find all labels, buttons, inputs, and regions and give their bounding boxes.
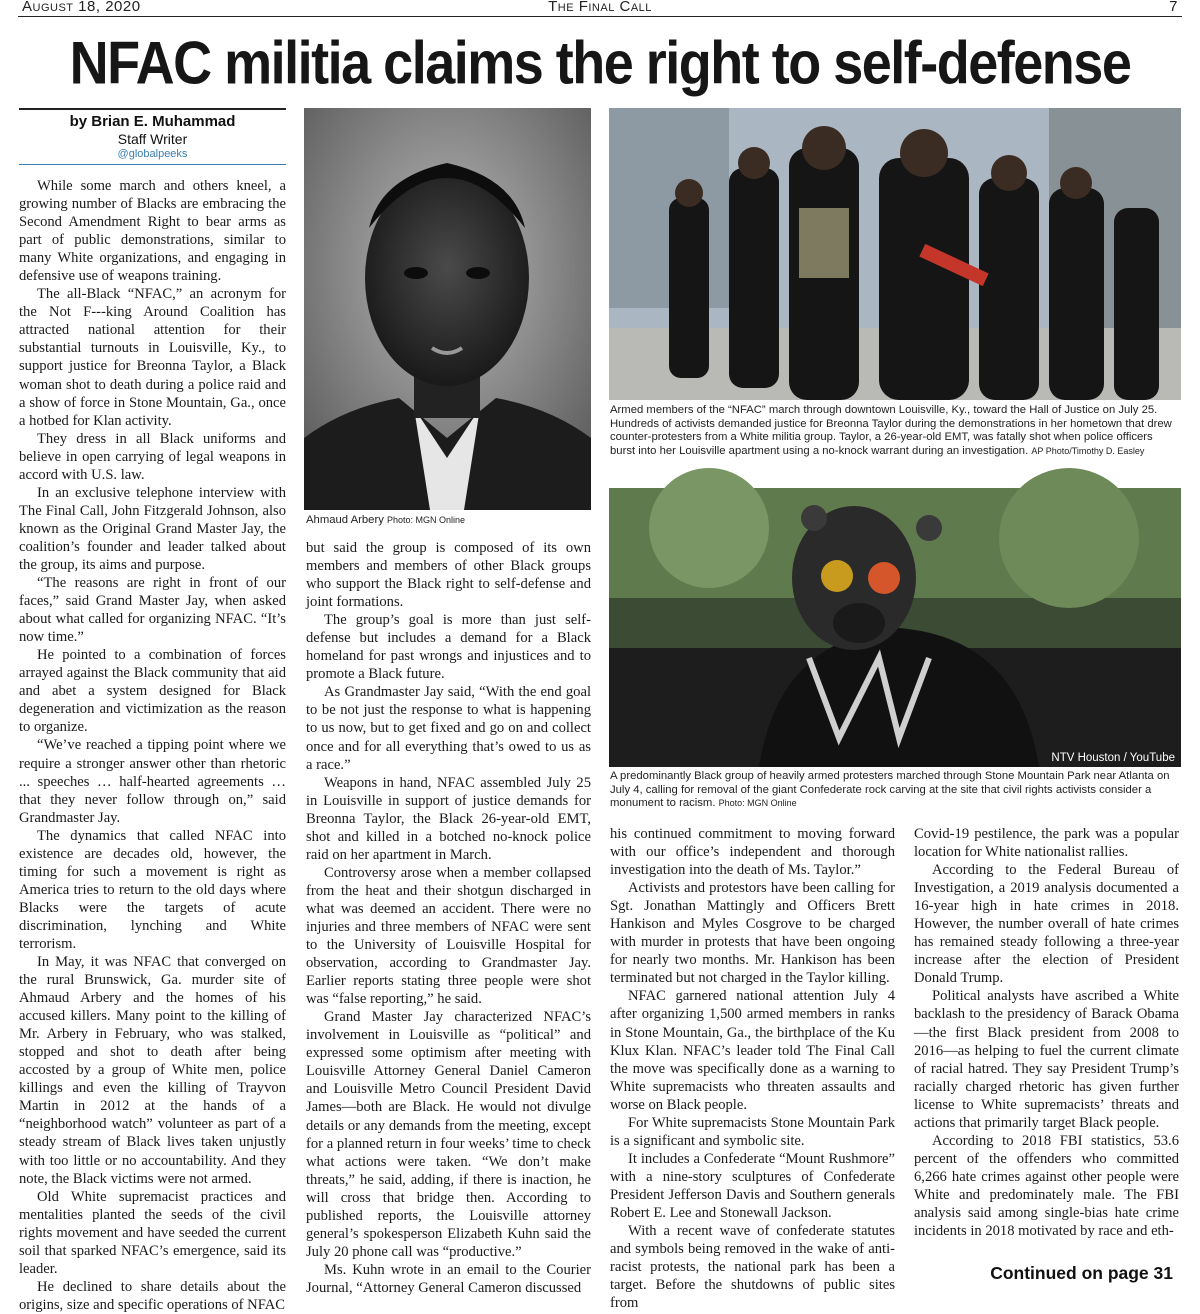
byline-title: Staff Writer (117, 131, 188, 147)
article-paragraph: In an exclusive telephone interview with The Final Call, John Fitzgerald Johnson, also known as the Original Grand Master Jay, the coalition’s founder and leader talked about the group, its aims and purpose. (19, 484, 286, 573)
louisville-march-illustration (609, 108, 1181, 400)
article-paragraph: Activists and protestors have been calling for Sgt. Jonathan Mattingly and Officers Brett Hankison and Myles Cosgrove to be charged with murder in protests that have been ongoing for nearly two months. Mr. Hankison has been terminated but not charged in the Taylor killing. (610, 880, 895, 987)
article-paragraph: “The reasons are right in front of our faces,” said Grand Master Jay, when asked about what called for organizing NFAC. “It’s now time.” (19, 575, 286, 646)
article-paragraph: his continued commitment to moving forward with our office’s independent and thorough investigation into the death of Ms. Taylor.” (610, 826, 895, 879)
article-paragraph: Covid-19 pestilence, the park was a popular location for White nationalist rallies. (914, 826, 1179, 861)
youtube-watermark: NTV Houston / YouTube (1051, 752, 1175, 764)
article-column-2 (306, 539, 591, 1295)
article-paragraph: While some march and others kneel, a growing number of Blacks are embracing the Second Amendment Right to bear arms as part of public demonstrations, similar to many White organizations, and engaging in defensive use of weapons training. (19, 178, 286, 285)
stone-mountain-caption (610, 770, 1180, 811)
article-paragraph: In May, it was NFAC that converged on the rural Brunswick, Ga. murder site of Ahmaud Arbery and the homes of his accused killers. Many point to the killing of Mr. Arbery in February, who was stalked, stopped and shot to death after being accosted by a group of White men, police killings and even the killing of Trayvon Martin in 2012 at the hands of a “neighborhood watch” volunteer as part of a steady stream of Black lives taken unjustly with too little or no accountability. And they note, the Black victims were not armed. (19, 954, 286, 1187)
louisville-march-photo (609, 108, 1181, 400)
arbery-caption-text: Ahmaud Arbery (306, 514, 384, 526)
louisville-caption (610, 404, 1180, 458)
article-paragraph: The dynamics that called NFAC into existence are decades old, however, the timing for such a movement is right as America tries to return to the old days where Blacks were the targets of acute discrimination, lynching and White terrorism. (19, 827, 286, 952)
article-paragraph: According to 2018 FBI statistics, 53.6 percent of the offenders who committed 6,266 hate crimes against other people were White and predominately male. The FBI analysis said among single-bias hate crime incidents in 2018 motivated by race and eth- (914, 1132, 1179, 1240)
stone-mountain-photo (609, 488, 1181, 767)
article-paragraph: Weapons in hand, NFAC assembled July 25 in Louisville in support of justice demands for Breonna Taylor, the Black 26-year-old EMT, shot and killed in a botched no-knock police raid on her apartment in March. (306, 774, 591, 863)
article-paragraph: Grand Master Jay characterized NFAC’s involvement in Louisville as “political” and expressed some optimism after meeting with Louisville Attorney General Daniel Cameron and Louisville Metro Council President David James—both are Black. He would not divulge details or any demands from the meeting, except for a planned return in four weeks’ time to check what actions were taken. “We don’t make threats,” he said, adding, if there is inaction, he will cross that bridge then. According to published reports, the Louisville attorney general’s spokesperson Elizabeth Kuhn said the July 20 phone call was “productive.” (306, 1009, 591, 1260)
article-paragraph: Political analysts have ascribed a White backlash to the presidency of Barack Obama—the first Black president from 2008 to 2016—as helping to fuel the current climate of racial hatred. They say President Trump’s racially charged rhetoric has given further license to White supremacists’ threats and actions that primarily target Black people. (914, 988, 1179, 1131)
issue-date: August 18, 2020 (22, 0, 141, 15)
article-paragraph: For White supremacists Stone Mountain Park is a significant and symbolic site. (610, 1114, 895, 1149)
article-paragraph: With a recent wave of confederate statutes and symbols being removed in the wake of anti-racist protests, the national park has been a target. Before the shutdowns of public sites from (610, 1223, 895, 1312)
stone-mountain-photo-credit: Photo: MGN Online (718, 798, 797, 809)
byline-author: by Brian E. Muhammad (69, 113, 236, 130)
publication-name: The Final Call (548, 0, 652, 15)
arbery-caption (306, 514, 591, 528)
byline-handle: @globalpeeks (117, 148, 188, 160)
headline: NFAC militia claims the right to self-defense (69, 29, 1131, 97)
arbery-photo-credit: Photo: MGN Online (387, 515, 466, 525)
article-paragraph: Controversy arose when a member collapsed from the heat and their shotgun discharged in what was deemed an accident. There were no injuries and three members of NFAC were sent to the University of Louisville Hospital for observation, according to Grandmaster Jay. Earlier reports stating three people were shot was “false reporting,” he said. (306, 864, 591, 1008)
article-paragraph: The group’s goal is more than just self-defense but includes a demand for a Black homeland for past wrongs and injustices and to promote a Black future. (306, 612, 591, 683)
byline-top-rule (19, 108, 286, 110)
article-paragraph: “We’ve reached a tipping point where we require a stronger answer other than rhetoric ... speeches … half-hearted agreements … that they never follow through on,” said Grandmaster Jay. (19, 737, 286, 826)
arbery-photo (304, 108, 591, 510)
byline (19, 108, 286, 165)
article-paragraph: He pointed to a combination of forces arrayed against the Black community that aid and abet a system designed for Black degeneration and victimization as the reason to organize. (19, 647, 286, 736)
article-paragraph: but said the group is composed of its own members and members of other Black groups who support the Black right to self-defense and joint formations. (306, 540, 591, 611)
arbery-portrait-illustration (304, 108, 591, 510)
article-paragraph: They dress in all Black uniforms and believe in open carrying of legal weapons in accord with U.S. law. (19, 430, 286, 483)
louisville-photo-credit: AP Photo/Timothy D. Easley (1031, 445, 1145, 456)
continued-notice[interactable]: Continued on page 31 (990, 1263, 1173, 1283)
article-paragraph: He declined to share details about the origins, size and specific operations of NFAC (19, 1278, 286, 1313)
article-paragraph: Old White supremacist practices and mentalities planted the seeds of the civil rights movement and have seeded the current soil that sparked NFAC’s emergence, said its leader. (19, 1188, 286, 1277)
article-column-3 (610, 825, 895, 1312)
stone-mountain-illustration (609, 488, 1181, 767)
page-number: 7 (1169, 0, 1178, 15)
article-column-1 (19, 177, 286, 1313)
stone-mountain-caption-text: A predominantly Black group of heavily armed protesters marched through Stone Mountain Park near Atlanta on July 4, calling for removal of the giant Confederate rock carving at the site that civil rights activists consider a monument to racism. (610, 770, 1170, 810)
article-paragraph: As Grandmaster Jay said, “With the end goal to be not just the response to what is happening to us now, but to get fixed and go on and collect once and for all everything that’s owed to us as a race.” (306, 684, 591, 773)
article-paragraph: The all-Black “NFAC,” an acronym for the Not F---king Around Coalition has attracted national attention for their substantial turnouts in Louisville, Ky., to support justice for Breonna Taylor, a Black woman shot to death during a police raid and a show of force in Stone Mountain, Ga., once a hotbed for Klan activity. (19, 286, 286, 429)
article-column-4 (914, 825, 1179, 1257)
byline-bottom-rule (19, 164, 286, 165)
article-paragraph: It includes a Confederate “Mount Rushmore” with a nine-story sculptures of Confederate President Jefferson Davis and Southern generals Robert E. Lee and Stonewall Jackson. (610, 1150, 895, 1221)
article-paragraph: According to the Federal Bureau of Investigation, a 2019 analysis documented a 16-year high in hate crimes in 2018. However, the number overall of hate crimes has remained steady following a three-year increase after the election of President Donald Trump. (914, 862, 1179, 987)
article-paragraph: Ms. Kuhn wrote in an email to the Courier Journal, “Attorney General Cameron discussed (306, 1261, 591, 1296)
article-paragraph: NFAC garnered national attention July 4 after organizing 1,500 armed members in ranks in Stone Mountain, Ga., the birthplace of the Ku Klux Klan. NFAC’s leader told The Final Call the move was specifically done as a warning to White supremacists who threaten assaults and worse on Black people. (610, 988, 895, 1113)
louisville-caption-text: Armed members of the “NFAC” march through downtown Louisville, Ky., toward the Hall of Justice on July 25. Hundreds of activists demanded justice for Breonna Taylor during the demonstrations in her hometown that drew counter-protesters from a White militia group. Taylor, a 26-year-old EMT, was fatally shot when police officers burst into her Louisville apartment using a no-knock warrant during an investigation. (610, 404, 1172, 457)
